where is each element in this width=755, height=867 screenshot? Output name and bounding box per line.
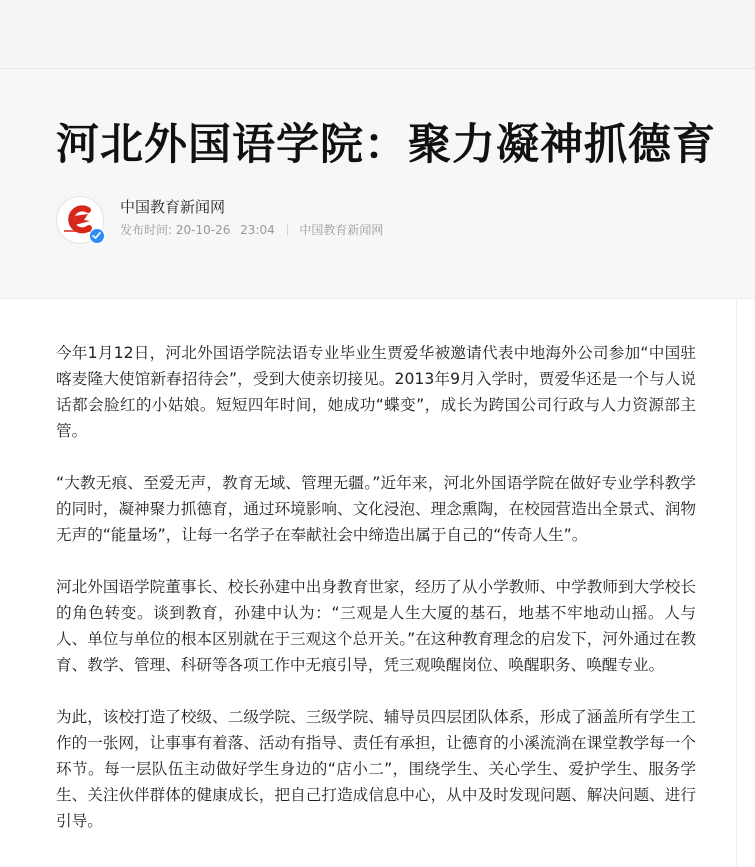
top-bar: [0, 0, 755, 69]
article-source: 中国教育新闻网: [299, 223, 384, 237]
sidebar-divider: [736, 299, 737, 867]
verified-badge-icon: [89, 228, 105, 244]
article-paragraph: 为此，该校打造了校级、二级学院、三级学院、辅导员四层团队体系，形成了涵盖所有学生工作的一张网，让事事有着落、活动有指导、责任有承担，让德育的小溪流淌在课堂教学每一个环节。每一层队伍主动做好学生身边的“店小二”，围绕学生、关心学生、爱护学生、服务学生、关注伙伴群体的健康成长，把自己打造成信息中心，从中及时发现问题、解决问题、进行引导。: [56, 708, 696, 830]
article-header: [0, 69, 755, 299]
article-title: 河北外国语学院：聚力凝神抓德育: [56, 120, 716, 170]
publish-time: 23:04: [240, 223, 275, 237]
article-paragraph: “大教无痕、至爱无声，教育无域、管理无疆。”近年来，河北外国语学院在做好专业学科教学的同时，凝神聚力抓德育，通过环境影响、文化浸泡、理念熏陶，在校园营造出全景式、润物无声的“能量场”，让每一名学子在奉献社会中缔造出属于自己的“传奇人生”。: [56, 474, 696, 544]
article-paragraph: 河北外国语学院董事长、校长孙建中出身教育世家，经历了从小学教师、中学教师到大学校长的角色转变。谈到教育，孙建中认为：“三观是人生大厦的基石，地基不牢地动山摇。人与人、单位与单位的根本区别就在于三观这个总开关。”在这种教育理念的启发下，河外通过在教育、教学、管理、科研等各项工作中无痕引导，凭三观唤醒岗位、唤醒职务、唤醒专业。: [56, 578, 696, 674]
article-paragraph: 今年1月12日，河北外国语学院法语专业毕业生贾爱华被邀请代表中地海外公司参加“中国驻喀麦隆大使馆新春招待会”，受到大使亲切接见。2013年9月入学时，贾爱华还是一个与人说话都会脸红的小姑娘。短短四年时间，她成功“蝶变”，成长为跨国公司行政与人力资源部主管。: [56, 344, 696, 440]
article-body: [56, 340, 696, 860]
meta-divider: [287, 224, 288, 235]
author-name[interactable]: 中国教育新闻网: [120, 198, 226, 216]
publish-label: 发布时间:: [120, 223, 173, 237]
article-meta: [120, 222, 383, 238]
publish-date: 20-10-26: [175, 223, 231, 237]
